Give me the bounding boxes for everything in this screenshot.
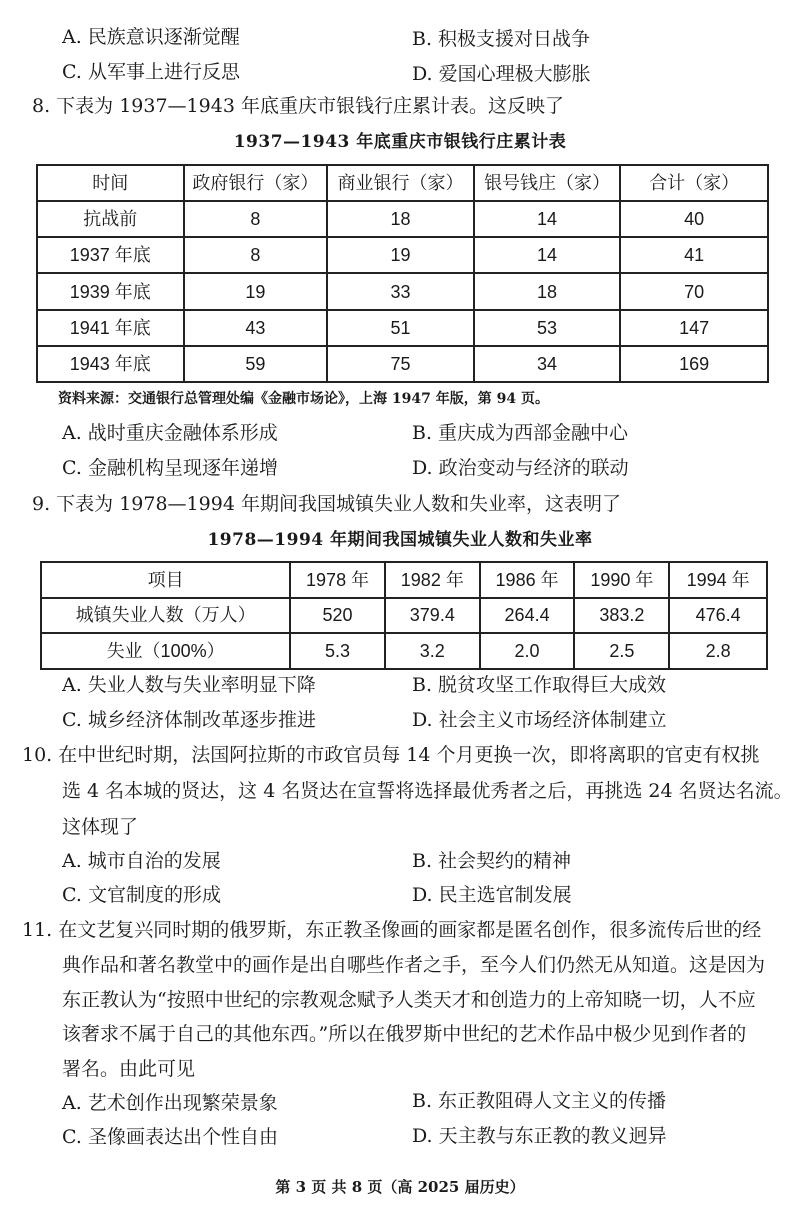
table-cell: 59 <box>184 346 328 382</box>
header-cell: 合计（家） <box>620 165 768 201</box>
page-footer: 第 3 页 共 8 页（高 2025 届历史） <box>275 1178 525 1196</box>
table-cell: 476.4 <box>669 598 767 634</box>
table-cell: 抗战前 <box>37 201 184 237</box>
q10-option-a: A. 城市自治的发展 <box>62 850 221 872</box>
header-cell: 时间 <box>37 165 184 201</box>
table-cell: 520 <box>290 598 385 634</box>
table-row <box>37 273 768 309</box>
table-cell: 1939 年底 <box>37 273 184 309</box>
table-cell: 1937 年底 <box>37 237 184 273</box>
table-cell: 33 <box>327 273 474 309</box>
q7-option-d: D. 爱国心理极大膨胀 <box>412 63 591 85</box>
q8-table <box>36 164 769 383</box>
header-cell: 1982 年 <box>385 562 480 598</box>
table-cell: 40 <box>620 201 768 237</box>
q11-stem-line-5: 署名。由此可见 <box>62 1058 196 1080</box>
header-cell: 政府银行（家） <box>184 165 328 201</box>
table-cell: 8 <box>184 237 328 273</box>
header-cell: 1994 年 <box>669 562 767 598</box>
table-row <box>37 201 768 237</box>
q9-option-c: C. 城乡经济体制改革逐步推进 <box>62 709 316 731</box>
header-cell: 项目 <box>41 562 290 598</box>
table-cell: 147 <box>620 310 768 346</box>
q8-stem: 8. 下表为 1937—1943 年底重庆市银钱行庄累计表。这反映了 <box>32 95 564 117</box>
q11-option-c: C. 圣像画表达出个性自由 <box>62 1126 278 1148</box>
header-cell: 1978 年 <box>290 562 385 598</box>
q9-option-d: D. 社会主义市场经济体制建立 <box>412 709 667 731</box>
q9-table <box>40 561 768 670</box>
table-cell: 3.2 <box>385 633 480 669</box>
table-cell: 18 <box>474 273 621 309</box>
q11-option-d: D. 天主教与东正教的教义迥异 <box>412 1125 667 1147</box>
table-cell: 18 <box>327 201 474 237</box>
table-cell: 379.4 <box>385 598 480 634</box>
table-cell: 失业（100%） <box>41 633 290 669</box>
table-header-row <box>41 562 767 598</box>
table-cell: 2.8 <box>669 633 767 669</box>
q11-stem-line-3: 东正教认为“按照中世纪的宗教观念赋予人类天才和创造力的上帝知晓一切，人不应 <box>62 989 756 1011</box>
table-row <box>37 346 768 382</box>
q11-option-a: A. 艺术创作出现繁荣景象 <box>62 1092 278 1114</box>
q11-option-b: B. 东正教阻碍人文主义的传播 <box>412 1090 667 1112</box>
table-cell: 19 <box>327 237 474 273</box>
header-cell: 银号钱庄（家） <box>474 165 621 201</box>
table-header-row <box>37 165 768 201</box>
q7-option-c: C. 从军事上进行反思 <box>62 61 240 83</box>
table-cell: 41 <box>620 237 768 273</box>
table-row <box>41 598 767 634</box>
q7-option-b: B. 积极支援对日战争 <box>412 28 591 50</box>
q7-option-a: A. 民族意识逐渐觉醒 <box>62 26 240 48</box>
table-cell: 264.4 <box>480 598 575 634</box>
q8-option-b: B. 重庆成为西部金融中心 <box>412 422 629 444</box>
table-cell: 70 <box>620 273 768 309</box>
table-cell: 51 <box>327 310 474 346</box>
table-cell: 城镇失业人数（万人） <box>41 598 290 634</box>
table-cell: 19 <box>184 273 328 309</box>
table-cell: 34 <box>474 346 621 382</box>
q11-stem-line-2: 典作品和著名教堂中的画作是出自哪些作者之手，至今人们仍然无从知道。这是因为 <box>62 954 766 976</box>
q10-option-c: C. 文官制度的形成 <box>62 884 221 906</box>
q9-stem: 9. 下表为 1978—1994 年期间我国城镇失业人数和失业率，这表明了 <box>32 493 621 515</box>
table-cell: 1941 年底 <box>37 310 184 346</box>
table-cell: 75 <box>327 346 474 382</box>
q10-stem-line-2: 选 4 名本城的贤达，这 4 名贤达在宣誓将选择最优秀者之后，再挑选 24 名贤达名流。 <box>62 780 793 802</box>
q8-source-note: 资料来源：交通银行总管理处编《金融市场论》，上海 1947 年版，第 94 页。 <box>58 391 549 407</box>
q8-option-a: A. 战时重庆金融体系形成 <box>62 422 278 444</box>
table-cell: 8 <box>184 201 328 237</box>
table-cell: 2.0 <box>480 633 575 669</box>
q10-option-d: D. 民主选官制发展 <box>412 884 572 906</box>
q10-stem-line-1: 10. 在中世纪时期，法国阿拉斯的市政官员每 14 个月更换一次，即将离职的官吏有权挑 <box>22 744 760 766</box>
header-cell: 1990 年 <box>574 562 669 598</box>
q9-option-a: A. 失业人数与失业率明显下降 <box>62 674 316 696</box>
q10-stem-line-3: 这体现了 <box>62 816 139 838</box>
table-row <box>41 633 767 669</box>
table-cell: 2.5 <box>574 633 669 669</box>
header-cell: 商业银行（家） <box>327 165 474 201</box>
table-cell: 14 <box>474 201 621 237</box>
table-cell: 14 <box>474 237 621 273</box>
table-cell: 5.3 <box>290 633 385 669</box>
q9-table-title: 1978—1994 年期间我国城镇失业人数和失业率 <box>207 530 593 550</box>
table-row <box>37 237 768 273</box>
table-cell: 53 <box>474 310 621 346</box>
q11-stem-line-1: 11. 在文艺复兴同时期的俄罗斯，东正教圣像画的画家都是匿名创作，很多流传后世的经 <box>22 919 762 941</box>
table-cell: 383.2 <box>574 598 669 634</box>
q8-option-c: C. 金融机构呈现逐年递增 <box>62 457 278 479</box>
q8-option-d: D. 政治变动与经济的联动 <box>412 457 629 479</box>
q10-option-b: B. 社会契约的精神 <box>412 850 572 872</box>
q11-stem-line-4: 该奢求不属于自己的其他东西。”所以在俄罗斯中世纪的艺术作品中极少见到作者的 <box>62 1023 747 1045</box>
table-cell: 169 <box>620 346 768 382</box>
q8-table-title: 1937—1943 年底重庆市银钱行庄累计表 <box>233 132 567 152</box>
q9-option-b: B. 脱贫攻坚工作取得巨大成效 <box>412 674 667 696</box>
table-row <box>37 310 768 346</box>
header-cell: 1986 年 <box>480 562 575 598</box>
table-cell: 43 <box>184 310 328 346</box>
table-cell: 1943 年底 <box>37 346 184 382</box>
